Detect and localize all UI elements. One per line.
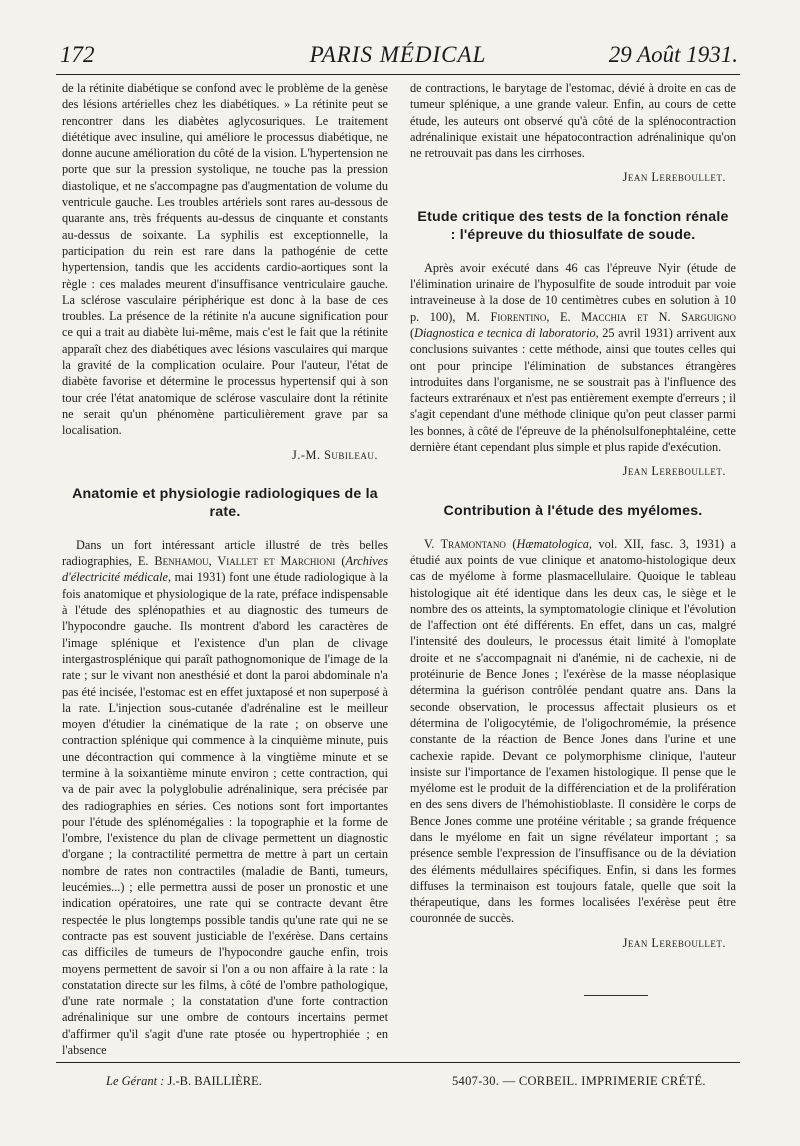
journal-title: PARIS MÉDICAL (309, 42, 487, 67)
gerant-name: J.-B. BAILLIÈRE. (167, 1074, 262, 1088)
section-title-rate: Anatomie et physiologie radiologiques de la rate. (72, 485, 378, 520)
page-footer (56, 1062, 740, 1091)
myelome-paren: ( (505, 536, 517, 551)
rate-source: Archives d'électricité médicale (62, 554, 389, 585)
retinite-paragraph: de la rétinite diabétique se confond avec le problème de la genèse des lésions artérielles chez les diabétiques. » La rétinite peut se rencontrer dans les diabètes aglycosuriques. Le traitement diététique avec insuline, qui améliore le processus diabétique, ne donne aucune amélioration du côté de la vision. L'hypertension ne porte que sur la pression systolique, ne touche pas la pression diastolique, et ne s'accompagne pas d'augmentation de volume du ventricule gauche. Les troubles artériels sont rares au-dessous de quarante ans, très fréquents au-dessus de cinquante et constants au-dessus de soixante. La syphilis est exceptionnelle, la participation du rein est rare dans la pathogénie de cette hypertension, tandis que les accidents cardio-aortiques sont la règle : ces malades meurent d'insuffisance ventriculaire gauche. La sclérose vasculaire périphérique est donc à la base de ces troubles. La présence de la rétinite n'a aucune signification pour ce qui a trait au diabète lui-même, mais c'est le fait que la rétinite apparaît chez des diabétiques avec lésions vasculaires qui marque la gravité de la complication oculaire. Pour l'auteur, l'état de diabète favorise et détermine le processus hypertensif qui à son tour crée l'état anatomique de sclérose vasculaire dont la rétinite ne serait qu'un phénomène particulièrement grave par sa localisation. (62, 81, 388, 438)
page-header (56, 40, 740, 75)
rate-authors: E. Benhamou, Viallet et Marchioni (137, 554, 336, 569)
renal-paren: ( (410, 325, 415, 340)
rate-body-text: , mai 1931) font une étude radiologique à la fois anatomique et physiologique de la rate, préface indispensable à l'étude des splénopathies et au diagnostic des tumeurs de l'hypocondre gauche. Ils montrent d'abord les caractères de l'image splénique et l'existence d'un plan de clivage intergastrosplénique qui paraît pathognomonique de l'image de la rate ; sur le vivant non anesthésié et dont la paroi abdominale n'a pas été incisée, l'estomac est en effet juxtaposé et non superposé à la rate. L'injection sous-cutanée d'adrénaline est le meilleur moyen d'étudier la cinématique de la rate ; on observe une contraction splénique qui commence à la cinquième minute, puis une décontraction qui commence à la vingtième minute et se termine à la soixantième minute environ ; cette contraction, qui va de pair avec la polyglobulie adrénalinique, sera précisée par des radiographies en séries. Ces notions sont fort importantes pour l'étude des splénomégalies : la topographie et la forme de l'ombre, l'existence du plan de clivage permettent un diagnostic d'organe ; la contractilité permettra de mettre à part un certain nombre de rates non contractiles (maladie de Banti, tumeurs, leucémies...) ; elle permettra aussi de poser un pronostic et une indication opératoires, une rate qui se contracte devant être respectée le plus longtemps possible tandis qu'une rate qui ne se contracte pas est souvent justiciable de l'exérèse. Dans certains cas difficiles de tumeurs de l'hypocondre gauche enfin, trois moyens permettent de savoir si l'on a ou non affaire à la rate : la constatation directe sur les films, à côté de l'ombre pathologique, d'une rate normale ; la constatation d'une forte contraction adrénalinique sur une ombre de contours incertains permet d'affirmer qu'il s'agit d'une rate ptosée ou hypertrophiée ; en l'absence (62, 570, 388, 1058)
signature-lereboullet-3: Jean Lereboullet. (622, 935, 726, 950)
renal-source: Diagnostica e tecnica di laboratorio (414, 325, 596, 340)
rate-intro-text: Dans un fort intéressant article illustré de très belles radiographies, (62, 537, 388, 569)
myelome-body-text: , vol. XII, fasc. 3, 1931) a étudié aux points de vue clinique et anatomo-histologique deux cas de myélome à forme plasmacellulaire. Quoique le tableau histologique ait été identique dans les deux cas, le siège et le nombre des os atteints, la symptomatologie clinique et l'évolution de l'affection ont été différents. En effet, dans un cas, malgré l'intensité des douleurs, le processus était limité à l'omoplate droite et ne s'accompagnait ni d'anémie, ni de cachexie, ni de protéinurie de Bence Jones ; l'exérèse de la masse néoplasique détermina la guérison contrôlée pendant quatre ans. Dans la seconde observation, le processus affectait plusieurs os et détermina de l'oligocytémie, de l'oligochromémie, la présence constante de la réaction de Bence Jones dans l'urine et une cachexie rapide. Devant ce polymorphisme clinique, l'auteur insiste sur l'importance de l'examen histologique. Il pense que le myélome est le produit de la différenciation et de la prolifération en des sens divers de l'hémohistioblaste. Il considère le corps de Bence Jones comme une protéine véritable ; sa grande fréquence dans le myélome en fait un signe révélateur important ; sa présence semble l'expression de l'insuffisance ou de la déviation des éléments médullaires spécifiques. Enfin, si dans les formes diffuses la terminaison est toujours fatale, quelle que soit la thérapeutique, dans les formes localisées l'exérèse peut être couronnée de succès. (410, 536, 737, 926)
myelome-source: Hæmatologica (516, 536, 589, 551)
printer-line: 5407-30. — CORBEIL. IMPRIMERIE CRÉTÉ. (452, 1074, 706, 1088)
right-column (410, 80, 736, 996)
signature-lereboullet-2: Jean Lereboullet. (622, 464, 726, 479)
issue-date: 29 Août 1931. (608, 42, 738, 67)
renal-paragraph (410, 260, 736, 456)
gerant-line (106, 1071, 262, 1091)
rate-paren: ( (335, 554, 346, 569)
signature-subileau: J.-M. Subileau. (292, 447, 378, 462)
myelome-paragraph (410, 536, 736, 927)
signature-lereboullet-1: Jean Lereboullet. (622, 170, 726, 185)
rate-paragraph (62, 537, 388, 1059)
gerant-label: Le Gérant : (106, 1074, 165, 1088)
myelome-author: V. Tramontano (424, 536, 506, 551)
end-divider (584, 995, 648, 996)
rate-continued-paragraph: de contractions, le barytage de l'estomac, dévié à droite en cas de tumeur splénique, a une grande valeur. Enfin, au cours de cette étude, les auteurs ont observé qu'à côté de la splénocontraction adrénalinique existait une hépatocontraction adrénalinique qu'on ne retrouvait pas dans les cirrhoses. (410, 81, 736, 161)
section-title-myelomes: Contribution à l'étude des myélomes. (443, 502, 703, 519)
page-number: 172 (60, 42, 95, 67)
renal-text-a: Après avoir exécuté dans 46 cas l'épreuve Nyir (étude de l'élimination urinaire de l'hyposulfite de soude introduit par voie intraveineuse à la dose de 10 centimètres cubes en solution à 10 p. 100), M. (410, 260, 736, 324)
renal-authors: Fiorentino, E. Macchia et N. Sarguigno (490, 309, 736, 324)
left-column (62, 80, 388, 1058)
renal-text-b: , 25 avril 1931) arrivent aux conclusions suivantes : cette méthode, ainsi que toutes celles qui ont pour principe l'élimination de substances étrangères introduites dans l'organisme, ne se soustrait pas à l'influence des facteurs extrarénaux et n'est pas entièrement exempte d'erreurs ; il s'agit cependant d'une méthode clinique qu'on peut classer parmi les bonnes, à côté de l'épreuve de la phénolsulfonephtaléine, cette dernière étant cependant plus simple et plus rapide d'exécution. (410, 325, 736, 455)
section-title-renal: Etude critique des tests de la fonction rénale : l'épreuve du thiosulfate de soude. (417, 208, 729, 243)
